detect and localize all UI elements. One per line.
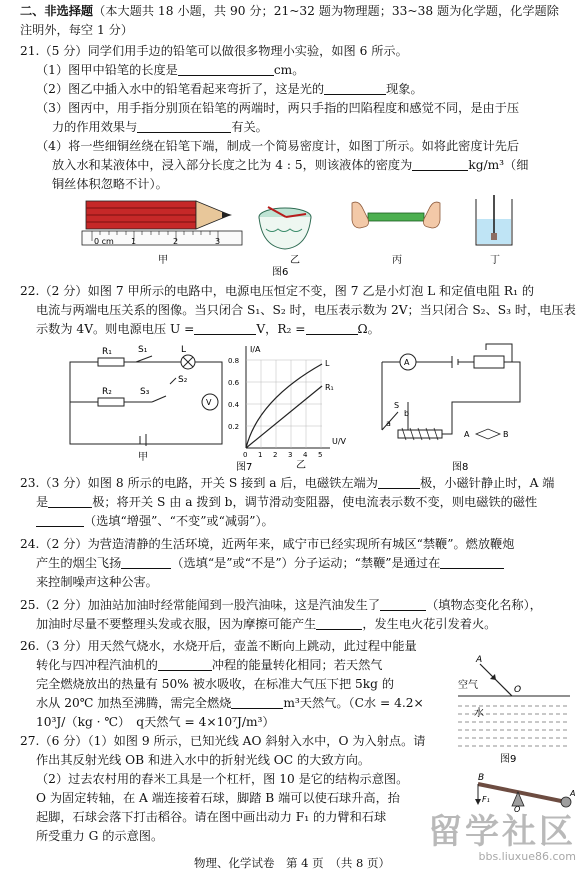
figure-10 (470, 772, 580, 812)
label-yi: 乙 (296, 460, 306, 471)
answer-blank[interactable] (158, 657, 212, 671)
label-s3: S₃ (140, 387, 150, 397)
label-s1: S₁ (138, 345, 148, 355)
fig6-label-bing: 丙 (392, 255, 402, 266)
q26-line1: 26.（3 分）用天然气烧水，水烧开后，壶盖不断向上跳动，此过程中能量 (20, 639, 417, 653)
q26-line4: 水从 20℃ 加热至沸腾，需完全燃烧 m³天然气。（C水 = 4.2× (36, 696, 424, 710)
section-title: 二、非选择题 (20, 4, 94, 18)
figure-7-caption: 图7 (236, 462, 253, 473)
figure-6 (0, 195, 584, 280)
label-a: a (386, 419, 391, 428)
answer-blank[interactable] (378, 475, 420, 489)
magnet-end-a: A (464, 430, 470, 439)
y-tick: 0.2 (228, 423, 240, 431)
label-jia: 甲 (138, 452, 148, 463)
voltmeter-symbol: V (206, 398, 212, 407)
curve-label-r1: R₁ (325, 383, 334, 392)
answer-blank[interactable] (316, 616, 362, 630)
q23-line1: 23.（3 分）如图 8 所示的电路，开关 S 接到 a 后，电磁铁左端为 极，小磁针静止时，A 端 (20, 476, 555, 490)
section-heading (20, 2, 559, 21)
graph-xlabel: U/V (332, 437, 347, 446)
answer-blank[interactable] (194, 321, 256, 335)
q21-part3-line1: （3）图丙中，用手指分别顶在铅笔的两端时，两只手指的凹陷程度和感觉不同，是由于压 (36, 101, 520, 115)
answer-blank[interactable] (306, 321, 358, 335)
x-tick: 0 (243, 451, 248, 459)
q23-line2: 是 极；将开关 S 由 a 拨到 b，调节滑动变阻器，使电流表示数不变，则电磁铁的磁性 (36, 495, 538, 509)
bowl-figure (259, 207, 311, 266)
graph-ylabel: I/A (250, 345, 261, 354)
y-tick: 0.6 (228, 379, 240, 387)
q27-line5: 起脚，石球会落下打击稻谷。请在图中画出动力 F₁ 的力臂和石球 (36, 810, 387, 824)
label-lamp: L (181, 345, 187, 355)
watermark-url: bbs.liuxue86.com (478, 850, 576, 863)
curve-label-l: L (325, 359, 330, 368)
fig6-label-yi: 乙 (290, 255, 300, 266)
q26-line5: 10³J/（kg · ℃） q天然气 = 4×10⁷J/m³） (36, 715, 275, 729)
x-tick: 2 (273, 451, 278, 459)
fig9-label-air: 空气 (458, 680, 478, 691)
q25-line1: 25.（2 分）加油站加油时经常能闻到一股汽油味，这是汽油发生了 （填物态变化名称）， (20, 598, 542, 612)
figure-9-caption: 图9 (500, 754, 517, 765)
label-switch: S (394, 401, 400, 410)
label-s2: S₂ (178, 375, 188, 385)
compass-needle (476, 429, 500, 439)
answer-blank[interactable] (440, 555, 504, 569)
answer-blank[interactable] (231, 695, 283, 709)
fig10-label-o: O (514, 805, 521, 814)
watermark-logo: 留学社区 (428, 812, 576, 852)
x-tick: 5 (318, 451, 323, 459)
figure-8-caption: 图8 (452, 462, 469, 473)
label-r1: R₁ (102, 347, 112, 357)
electromagnet-circuit (382, 344, 520, 440)
y-tick: 0.4 (228, 401, 240, 409)
ruler-tick-label: 3 (215, 237, 221, 246)
q21-part1: （1）图甲中铅笔的长度是 cm。 (36, 63, 305, 77)
iu-graph (246, 346, 330, 448)
fig9-label-o: O (514, 685, 522, 695)
section-intro-2: 注明外，每空 1 分） (20, 23, 134, 37)
answer-blank[interactable] (324, 81, 386, 95)
figure-9 (452, 650, 576, 766)
q21-part4-line1: （4）将一些细铜丝绕在铅笔下端，制成一个简易密度计，如图丁所示。如将此密度计先后 (36, 139, 520, 153)
x-tick: 4 (303, 451, 308, 459)
ruler-tick-label: 1 (131, 237, 137, 246)
ruler-unit: 0 cm (94, 237, 114, 246)
q27-line2: 作出其反射光线 OB 和进入水中的折射光线 OC 的大致方向。 (36, 753, 371, 767)
fig10-label-f1: F₁ (482, 795, 490, 804)
fig10-label-b: B (478, 773, 485, 783)
q25-line2: 加油时尽量不要整理头发或衣服，因为摩擦可能产生 ，发生电火花引发着火。 (36, 617, 497, 631)
q24-line3: 来控制噪声这种公害。 (36, 575, 158, 589)
fig6-label-ding: 丁 (490, 255, 500, 266)
q21-part4-line3: 铜丝体积忽略不计）。 (52, 177, 168, 191)
q21-stem: 21.（5 分）同学们用手边的铅笔可以做很多物理小实验，如图 6 所示。 (20, 44, 408, 58)
q26-line2: 转化与四冲程汽油机的 冲程的能量转化相同；若天然气 (36, 658, 383, 672)
q21-part3-line2: 力的作用效果与 有关。 (52, 120, 268, 134)
figure-7-8 (0, 340, 584, 472)
answer-blank[interactable] (36, 513, 84, 527)
q22-line3: 示数为 4V。则电源电压 U = V，R₂ = Ω。 (36, 322, 380, 336)
answer-blank[interactable] (380, 597, 426, 611)
fig10-label-a: A (570, 789, 576, 798)
answer-blank[interactable] (178, 62, 274, 76)
label-b: b (404, 409, 410, 418)
fingers-pencil-figure (352, 202, 440, 266)
page-footer: 物理、化学试卷 第 4 页 （共 8 页） (193, 856, 390, 870)
beaker-figure (476, 195, 512, 266)
watermark (428, 814, 576, 863)
fig9-label-a: A (476, 655, 483, 665)
pencil-ruler-figure (82, 201, 242, 266)
q27-line1: 27.（6 分）（1）如图 9 所示，已知光线 AO 斜射入水中，O 为入射点。请 (20, 734, 426, 748)
answer-blank[interactable] (48, 494, 92, 508)
q27-line4: O 为固定转轴，在 A 端连接着石球，脚踏 B 端可以使石球升高，抬 (36, 791, 400, 805)
q22-line2: 电流与两端电压关系的图像。当只闭合 S₁、S₂ 时，电压表示数为 2V；当只闭合 S₂、S₃ 时，电压表 (36, 303, 576, 317)
q24-line1: 24.（2 分）为营造清静的生活环境，近两年来，咸宁市已经实现所有城区“禁鞭”。燃放鞭炮 (20, 537, 515, 551)
y-tick: 0.8 (228, 357, 240, 365)
answer-blank[interactable] (137, 119, 231, 133)
magnet-end-b: B (503, 430, 509, 439)
answer-blank[interactable] (121, 555, 171, 569)
q21-part2: （2）图乙中插入水中的铅笔看起来弯折了，这是光的 现象。 (36, 82, 423, 96)
q21-part4-line2: 放入水和某液体中，浸入部分长度之比为 4 : 5，则该液体的密度为 kg/m³（细 (52, 158, 529, 172)
q27-line3: （2）过去农村用的舂米工具是一个杠杆，图 10 是它的结构示意图。 (36, 772, 409, 786)
answer-blank[interactable] (412, 157, 468, 171)
x-tick: 1 (258, 451, 263, 459)
q23-line3: （选填“增强”、“不变”或“减弱”）。 (36, 512, 274, 531)
q27-line6: 所受重力 G 的示意图。 (36, 829, 164, 843)
circuit-diagram (70, 355, 222, 446)
q24-line2: 产生的烟尘飞扬 （选填“是”或“不是”）分子运动；“禁鞭”是通过在 (36, 554, 504, 573)
section-intro-1: （本大题共 18 小题，共 90 分；21~32 题为物理题；33~38 题为化学题，化学题除 (93, 4, 559, 18)
figure-6-caption: 图6 (272, 267, 289, 278)
ammeter-symbol: A (404, 358, 410, 367)
fig6-label-jia: 甲 (158, 255, 168, 266)
x-tick: 3 (288, 451, 293, 459)
fig9-label-water: 水 (474, 708, 484, 719)
q26-line3: 完全燃烧放出的热量有 50% 被水吸收，在标准大气压下把 5kg 的 (36, 677, 395, 691)
label-r2: R₂ (102, 387, 112, 397)
ruler-tick-label: 2 (173, 237, 179, 246)
q22-line1: 22.（2 分）如图 7 甲所示的电路中，电源电压恒定不变，图 7 乙是小灯泡 L 和定值电阻 R₁ 的 (20, 284, 535, 298)
